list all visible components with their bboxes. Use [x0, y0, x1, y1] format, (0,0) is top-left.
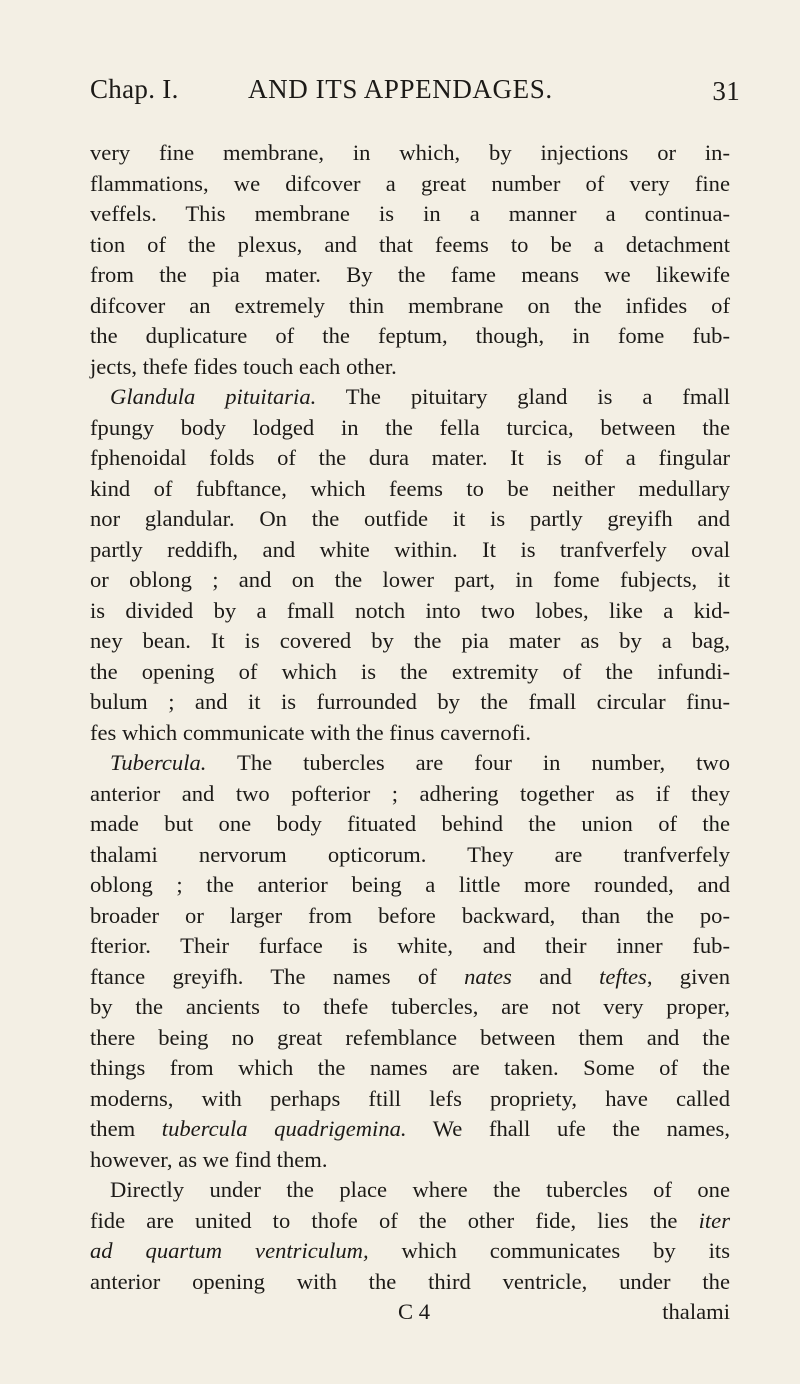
running-header [90, 74, 740, 114]
text-line [90, 840, 730, 871]
line-text: oblong ; the anterior being a little more rounded, and [90, 872, 730, 897]
line-text: the duplicature of the feptum, though, in fome fub- [90, 323, 730, 348]
italic-term: nates [464, 963, 512, 989]
text-line [90, 382, 730, 413]
line-text: partly reddifh, and white within. It is tranfverfely oval [90, 536, 730, 562]
text-line [90, 1114, 730, 1145]
line-text: there being no great refemblance between them and the [90, 1024, 730, 1050]
text-line [90, 1023, 730, 1054]
text-line [90, 199, 730, 230]
line-text: fterior. Their furface is white, and their inner fub- [90, 933, 730, 958]
text-line [90, 1175, 730, 1206]
text-line [90, 1084, 730, 1115]
italic-term: tubercula quadrigemina. [161, 1116, 407, 1141]
line-text: ney bean. It is covered by the pia mater as by a bag, [90, 628, 730, 653]
text-line [90, 260, 730, 291]
line-text: very fine membrane, in which, by injections or in- [90, 140, 730, 165]
text-line [90, 352, 730, 383]
text-line [90, 1236, 730, 1267]
text-line [90, 962, 730, 993]
line-text: tion of the plexus, and that feems to be a detachment [90, 231, 730, 257]
text-line [90, 413, 730, 444]
signature-mark: C 4 [398, 1299, 431, 1324]
italic-term: Glandula pituitaria. [110, 384, 317, 409]
text-line [90, 443, 730, 474]
line-text: made but one body fituated behind the union of the [90, 811, 730, 836]
text-line [90, 1267, 730, 1298]
line-text: The tubercles are four in number, two [206, 750, 730, 775]
text-line [90, 718, 730, 749]
text-line [90, 870, 730, 901]
text-line [90, 626, 730, 657]
line-text: which communicates by its [368, 1238, 731, 1263]
line-text: Directly under the place where the tubercles of one [110, 1177, 730, 1202]
line-text: anterior and two pofterior ; adhering together as if they [90, 780, 730, 806]
line-text: kind of fubftance, which feems to be neither medullary [90, 475, 730, 501]
line-text: anterior opening with the third ventricle, under the [90, 1268, 730, 1294]
line-text: and [511, 963, 600, 989]
line-text: veffels. This membrane is in a manner a continua- [90, 201, 730, 226]
line-text: broader or larger from before backward, than the po- [90, 902, 730, 928]
line-text: We fhall ufe the names, [406, 1116, 730, 1141]
line-text: bulum ; and it is furrounded by the fmall circular finu- [90, 689, 730, 714]
italic-term: iter [698, 1207, 730, 1233]
text-line [90, 748, 730, 779]
line-text: nor glandular. On the outfide it is partly greyifh and [90, 506, 730, 531]
text-line [90, 687, 730, 718]
page-footer [90, 1297, 730, 1328]
line-text: from the pia mater. By the fame means we likewife [90, 262, 730, 287]
text-line [90, 992, 730, 1023]
text-line [90, 596, 730, 627]
italic-term: Tubercula. [110, 750, 207, 775]
text-line [90, 809, 730, 840]
text-line [90, 1145, 730, 1176]
running-title: AND ITS APPENDAGES. [248, 74, 553, 104]
text-line [90, 291, 730, 322]
line-text: is divided by a fmall notch into two lobes, like a kid- [90, 597, 730, 623]
line-text: or oblong ; and on the lower part, in fome fubjects, it [90, 567, 730, 592]
text-line [90, 1053, 730, 1084]
line-text: however, as we find them. [90, 1146, 328, 1172]
text-line [90, 1206, 730, 1237]
line-text: The pituitary gland is a fmall [316, 384, 730, 409]
line-text: jects, thefe fides touch each other. [90, 353, 397, 379]
text-line [90, 535, 730, 566]
line-text: the opening of which is the extremity of the infundi- [90, 658, 730, 684]
catchword: thalami [662, 1299, 730, 1324]
line-text: moderns, with perhaps ftill lefs propriety, have called [90, 1085, 730, 1111]
text-line [90, 474, 730, 505]
text-line [90, 901, 730, 932]
line-text: ftance greyifh. The names of [90, 963, 465, 989]
text-line [90, 504, 730, 535]
line-text: fphenoidal folds of the dura mater. It is of a fingular [90, 445, 730, 470]
text-line [90, 169, 730, 200]
line-text: fes which communicate with the finus cavernofi. [90, 719, 532, 745]
text-line [90, 138, 730, 169]
line-text: thalami nervorum opticorum. They are tranfverfely [90, 841, 730, 867]
page-number: 31 [712, 76, 740, 106]
line-text: , given [646, 963, 731, 989]
text-line [90, 230, 730, 261]
text-line [90, 931, 730, 962]
line-text: them [90, 1116, 162, 1141]
italic-term: ad quartum ventriculum, [90, 1238, 369, 1263]
body-text [90, 138, 730, 1328]
line-text: things from which the names are taken. Some of the [90, 1055, 730, 1080]
line-text: flammations, we difcover a great number of very fine [90, 170, 730, 196]
line-text: by the ancients to thefe tubercles, are not very proper, [90, 994, 730, 1019]
text-line [90, 321, 730, 352]
line-text: fide are united to thofe of the other fide, lies the [90, 1207, 699, 1233]
line-text: fpungy body lodged in the fella turcica, between the [90, 414, 730, 440]
text-line [90, 565, 730, 596]
italic-term: teftes [599, 963, 647, 989]
line-text: difcover an extremely thin membrane on the infides of [90, 292, 730, 318]
text-line [90, 779, 730, 810]
chapter-label: Chap. I. [90, 74, 179, 104]
text-line [90, 657, 730, 688]
